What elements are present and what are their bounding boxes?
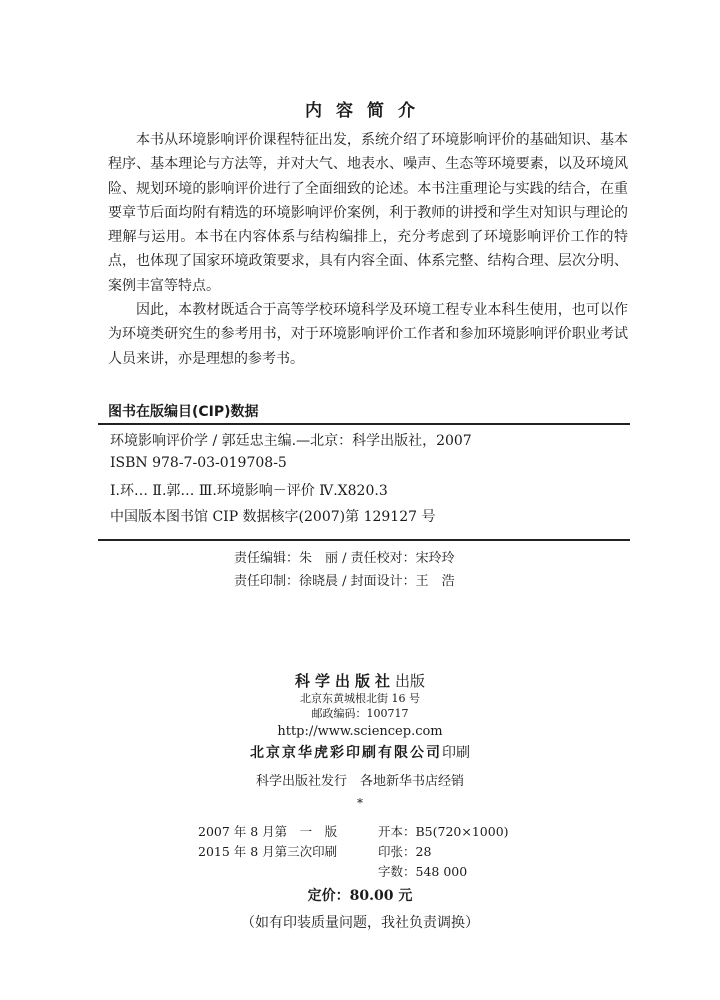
staff-line-editors: 责任编辑：朱 丽 / 责任校对：宋玲玲 (234, 551, 455, 566)
distribution-line: 科学出版社发行 各地新华书店经销 (255, 774, 464, 789)
separator-asterisk: * (357, 796, 363, 810)
price: 定价：80.00 元 (307, 888, 413, 904)
summary-line: 排上，充分考虑到了环境影响评价工作的特点，也体现了国家环境政策要 (108, 229, 629, 270)
publisher-line (0, 670, 720, 691)
publisher-address: 北京东黄城根北街 16 号 (300, 692, 420, 705)
cip-block (110, 430, 472, 528)
edition-block (0, 822, 720, 882)
summary-heading: 内容简介 (305, 101, 429, 121)
summary-line: 因此，本教材既适合于高等学校环境科学及环境工程专业本科生使用， (136, 302, 572, 319)
staff-line-production: 责任印制：徐晓晨 / 封面设计：王 浩 (234, 574, 455, 589)
publisher-suffix: 出版 (395, 672, 426, 690)
book-format: 开本：B5(720×1000) (378, 824, 509, 839)
summary-line: 教师的讲授和学生对知识与理论的理解与运用。本书在内容体系与结构编 (108, 204, 629, 246)
staff-credits (0, 547, 720, 593)
summary-paragraph-1 (108, 128, 628, 298)
publisher-name: 科学出版社 (294, 672, 395, 690)
printer-suffix: 印刷 (442, 745, 470, 761)
word-count: 字数：548 000 (378, 864, 468, 879)
publisher-block (0, 670, 720, 810)
summary-line: 境影响评价职业考试人员来讲，亦是理想的参考书。 (108, 326, 629, 367)
printing-date: 2015 年 8 月第三次印刷 (198, 844, 338, 859)
summary-line: 也可以作为环境类研究生的参考用书，对于环境影响评价工作者和参加环 (108, 302, 629, 343)
cip-heading: 图书在版编目(CIP)数据 (108, 404, 259, 420)
cip-title-line: 环境影响评价学 / 郭廷忠主编.—北京：科学出版社，2007 (110, 433, 472, 449)
printer-line (0, 742, 720, 762)
publisher-website: http://www.sciencep.com (277, 724, 443, 739)
summary-line: 理论与实践的结合，在重要章节后面均附有精选的环境影响评价案例，利于 (108, 180, 629, 221)
cip-isbn: ISBN 978-7-03-019708-5 (110, 455, 287, 471)
cip-record-number: 中国版本图书馆 CIP 数据核字(2007)第 129127 号 (110, 509, 436, 525)
printer-name: 北京京华虎彩印刷有限公司 (250, 745, 442, 761)
summary-body (108, 128, 628, 371)
cip-classification: Ⅰ.环… Ⅱ.郭… Ⅲ.环境影响－评价 Ⅳ.X820.3 (110, 483, 388, 499)
print-sheets: 印张：28 (378, 844, 432, 859)
summary-line: 素，以及环境风险、规划环境的影响评价进行了全面细致的论述。本书注重 (108, 156, 629, 197)
summary-line: 求，具有内容全面、体系完整、结构合理、层次分明、案例丰富等特点。 (108, 253, 629, 294)
quality-note: （如有印装质量问题，我社负责调换） (241, 915, 479, 931)
summary-paragraph-2 (108, 298, 628, 371)
summary-line: 知识、基本程序、基本理论与方法等，并对大气、地表水、噪声、生态等环境要 (108, 132, 629, 173)
edition-date: 2007 年 8 月第 一 版 (198, 824, 338, 839)
printing-row (0, 842, 720, 862)
cip-bottom-rule (98, 539, 630, 541)
summary-line: 本书从环境影响评价课程特征出发，系统介绍了环境影响评价的基础 (136, 132, 558, 148)
publisher-postcode: 邮政编码：100717 (311, 707, 409, 720)
edition-row (0, 822, 720, 842)
cip-top-rule (98, 423, 630, 425)
